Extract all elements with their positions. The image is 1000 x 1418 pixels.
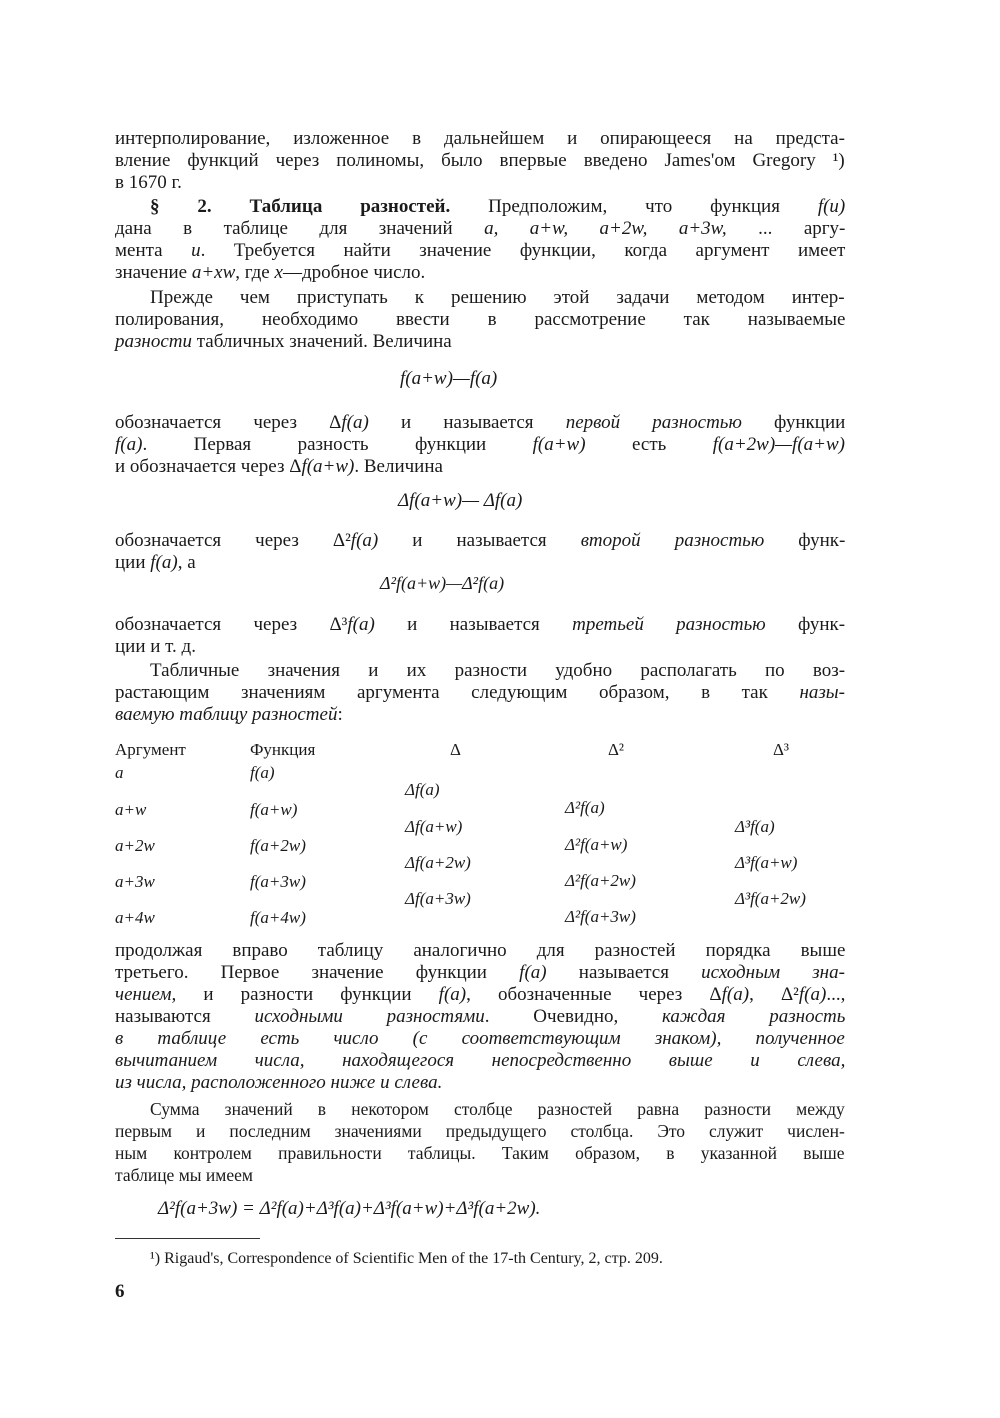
table-cell-delta2: Δ²f(a) (565, 798, 605, 817)
emphasis-text: чением, (115, 984, 177, 1005)
text-segment: интерполирование, изложенное в дальнейшем и опирающееся на предста- (115, 128, 845, 149)
text-line (150, 660, 845, 682)
text-line (115, 218, 845, 240)
text-segment: называется (546, 962, 702, 983)
text-segment: функ- (764, 530, 846, 551)
text-line (115, 940, 845, 962)
text-segment: мента (115, 240, 192, 261)
table-cell-function: f(a+2w) (250, 836, 306, 855)
formula-sum-check: Δ²f(a+3w) = Δ²f(a)+Δ³f(a)+Δ³f(a+w)+Δ³f(a+2w). (158, 1198, 541, 1219)
text-segment: называются (115, 1006, 255, 1027)
text-line (115, 172, 182, 194)
formula-second-difference: Δf(a+w)— Δf(a) (398, 490, 523, 511)
text-line (115, 552, 196, 574)
text-line (150, 1098, 845, 1120)
table-cell-function: f(a+4w) (250, 908, 306, 927)
text-segment: значение (115, 262, 192, 283)
text-segment: . Первая разность функции (142, 434, 533, 455)
emphasis-text: f(a) (438, 984, 467, 1005)
table-cell-argument: a+2w (115, 836, 155, 855)
text-line (115, 331, 452, 353)
emphasis-text: f(a+w) (532, 434, 586, 455)
text-segment: и называется (374, 614, 573, 635)
text-line (115, 434, 845, 456)
table-cell-delta3: Δ³f(a+w) (735, 853, 798, 872)
table-header-delta3: Δ³ (773, 740, 790, 759)
text-segment: , где (235, 262, 275, 283)
text-line (115, 1164, 253, 1186)
text-segment: ции (115, 552, 151, 573)
text-segment: первым и последним значениями предыдущего столбца. Это служит числен- (115, 1121, 845, 1141)
table-cell-function: f(a+3w) (250, 872, 306, 891)
text-segment: Табличные значения и их разности удобно располагать по воз- (150, 660, 846, 681)
text-segment: обозначается через Δ (115, 412, 342, 433)
emphasis-text: каждая разность (661, 1006, 846, 1027)
text-segment: вление функций через полиномы, было впервые введено James'ом Gregory ¹) (115, 150, 845, 171)
table-header-argument: Аргумент (115, 740, 186, 759)
text-line (115, 1120, 845, 1142)
text-line (115, 240, 845, 262)
table-cell-argument: a+w (115, 800, 147, 819)
table-header-delta2: Δ² (608, 740, 625, 759)
emphasis-text: вычитанием числа, находящегося непосредственно выше и слева, (115, 1050, 846, 1071)
section-heading: § 2. Таблица разностей. (150, 196, 451, 217)
text-segment: в 1670 г. (115, 172, 182, 193)
text-line (115, 262, 425, 284)
text-line (150, 196, 845, 218)
text-segment: , а (177, 552, 196, 573)
text-segment: : (337, 704, 343, 725)
text-line (115, 530, 845, 552)
emphasis-text: a, a+w, a+2w, a+3w, (484, 218, 727, 239)
emphasis-text: f(a) (519, 962, 547, 983)
text-line (115, 704, 343, 726)
table-cell-argument: a (115, 763, 124, 782)
text-line (115, 1142, 845, 1164)
text-line (115, 614, 845, 636)
text-segment: продолжая вправо таблицу аналогично для разностей порядка выше (115, 940, 846, 961)
text-segment: , обозначенные через Δ (466, 984, 722, 1005)
text-segment: и называется (378, 530, 581, 551)
footnote-divider (115, 1238, 260, 1239)
text-line (115, 682, 845, 704)
table-cell-delta2: Δ²f(a+2w) (565, 871, 636, 890)
text-segment: —дробное число. (282, 262, 426, 283)
text-segment: , Δ² (749, 984, 799, 1005)
text-segment: обозначается через Δ² (115, 530, 351, 551)
text-segment: табличных значений. Величина (192, 331, 452, 352)
emphasis-text: f(a) (347, 614, 375, 635)
text-line (115, 1028, 845, 1050)
text-segment: дана в таблице для значений (115, 218, 485, 239)
text-segment: . Величина (354, 456, 443, 477)
emphasis-text: f(a) (150, 552, 178, 573)
text-segment: ции и т. д. (115, 636, 196, 657)
emphasis-text: третьей разностью (572, 614, 766, 635)
emphasis-text: f(a+w) (301, 456, 355, 477)
table-cell-delta1: Δf(a+2w) (405, 853, 471, 872)
text-line (115, 1050, 845, 1072)
emphasis-text: f(a) (350, 530, 379, 551)
table-cell-delta1: Δf(a+w) (405, 817, 463, 836)
text-segment: третьего. Первое значение функции (115, 962, 520, 983)
text-segment: функции (741, 412, 846, 433)
emphasis-text: f(a) (721, 984, 750, 1005)
emphasis-text: исходными разностями (254, 1006, 485, 1027)
emphasis-text: назы- (799, 682, 846, 703)
text-segment: Прежде чем приступать к решению этой задачи методом интер- (150, 287, 845, 308)
text-segment: . Очевидно, (484, 1006, 662, 1027)
table-header-function: Функция (250, 740, 316, 759)
text-line (115, 150, 845, 172)
text-line (115, 412, 845, 434)
emphasis-text: f(a+2w)—f(a+w) (712, 434, 845, 455)
emphasis-text: ваемую таблицу разностей (115, 704, 338, 725)
text-segment: полирования, необходимо ввести в рассмотрение так называемые (115, 309, 846, 330)
text-segment: Предположим, что функция (450, 196, 818, 217)
emphasis-text: первой разностью (565, 412, 742, 433)
text-segment: растающим значениям аргумента следующим образом, в так (115, 682, 800, 703)
text-segment: ..., (826, 984, 846, 1005)
emphasis-text: u (191, 240, 201, 261)
text-segment: функ- (765, 614, 846, 635)
table-cell-function: f(a+w) (250, 800, 298, 819)
table-cell-delta1: Δf(a+3w) (405, 889, 471, 908)
text-segment: таблице мы имеем (115, 1165, 253, 1185)
emphasis-text: f(a) (115, 434, 143, 455)
table-cell-argument: a+3w (115, 872, 155, 891)
emphasis-text: из числа, расположенного ниже и слева. (115, 1072, 443, 1093)
text-segment: обозначается через Δ³ (115, 614, 348, 635)
text-segment: есть (585, 434, 713, 455)
text-line (115, 309, 845, 331)
text-segment: Сумма значений в некотором столбце разностей равна разности между (150, 1099, 845, 1119)
text-segment: и называется (368, 412, 566, 433)
emphasis-text: x (274, 262, 283, 283)
table-cell-argument: a+4w (115, 908, 155, 927)
emphasis-text: второй разностью (580, 530, 765, 551)
table-header-delta1: Δ (450, 740, 461, 759)
text-line (115, 636, 196, 658)
emphasis-text: разности (115, 331, 192, 352)
text-line (115, 962, 845, 984)
text-line (115, 984, 845, 1006)
text-segment: ... аргу- (726, 218, 846, 239)
text-line (150, 287, 845, 309)
text-line (115, 1006, 845, 1028)
formula-third-difference: Δ²f(a+w)—Δ²f(a) (380, 573, 505, 593)
table-cell-function: f(a) (250, 763, 275, 782)
text-segment: ным контролем правильности таблицы. Таким образом, в указанной выше (115, 1143, 845, 1163)
text-segment: . Требуется найти значение функции, когда аргумент имеет (200, 240, 846, 261)
page-number: 6 (115, 1281, 125, 1302)
emphasis-text: f(u) (817, 196, 846, 217)
text-segment: и разности функции (176, 984, 439, 1005)
table-cell-delta3: Δ³f(a) (735, 817, 775, 836)
table-cell-delta1: Δf(a) (405, 780, 440, 799)
table-cell-delta2: Δ²f(a+w) (565, 835, 628, 854)
emphasis-text: f(a) (798, 984, 827, 1005)
footnote: ¹) Rigaud's, Correspondence of Scientific Men of the 17-th Century, 2, стр. 209. (150, 1250, 663, 1267)
text-line (115, 1072, 442, 1094)
emphasis-text: a+xw (191, 262, 236, 283)
emphasis-text: исходным зна- (701, 962, 845, 983)
table-cell-delta2: Δ²f(a+3w) (565, 907, 636, 926)
emphasis-text: f(a) (341, 412, 369, 433)
text-segment: и обозначается через Δ (115, 456, 302, 477)
text-line (115, 128, 845, 150)
table-cell-delta3: Δ³f(a+2w) (735, 889, 806, 908)
formula-first-difference: f(a+w)—f(a) (400, 368, 498, 389)
emphasis-text: в таблице есть число (с соответствующим знаком), полученное (115, 1028, 845, 1049)
text-line (115, 456, 443, 478)
